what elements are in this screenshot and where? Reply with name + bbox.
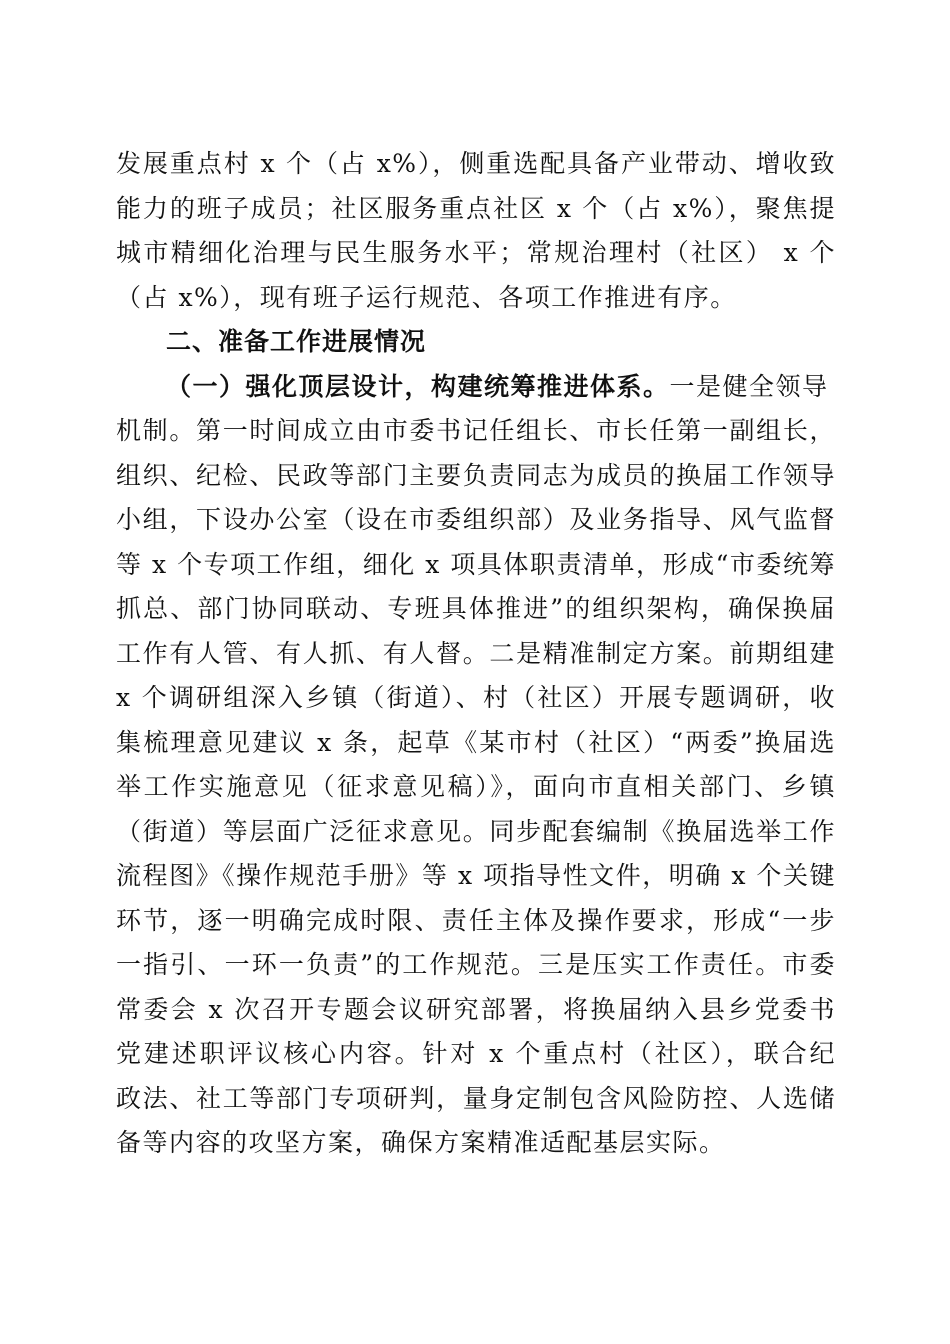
subsection-title: （一）强化顶层设计，构建统筹推进体系。 [166,371,670,401]
paragraph-line: x 个调研组深入乡镇（街道）、村（社区）开展专题调研，收 [116,683,836,712]
paragraph-line: 举工作实施意见（征求意见稿）》，面向市直相关部门、乡镇 [116,772,836,801]
paragraph-line: 政法、社工等部门专项研判，量身定制包含风险防控、人选储 [116,1083,836,1113]
paragraph-line: 环节，逐一明确完成时限、责任主体及操作要求，形成“一步 [116,905,836,935]
paragraph-line: 党建述职评议核心内容。针对 x 个重点村（社区），联合纪 [116,1039,836,1068]
section-heading: 二、准备工作进展情况 [166,327,427,356]
paragraph-line: 机制。第一时间成立由市委书记任组长、市长任第一副组长， [116,416,836,445]
paragraph-line: 工作有人管、有人抓、有人督。二是精准制定方案。前期组建 [116,638,836,668]
subsection-first-line [116,365,836,410]
paragraph-line: 备等内容的攻坚方案，确保方案精准适配基层实际。 [116,1128,726,1157]
paragraph-line: 集梳理意见建议 x 条，起草《某市村（社区）“两委”换届选 [116,727,836,757]
document-body [116,142,836,1166]
paragraph-line: 组织、纪检、民政等部门主要负责同志为成员的换届工作领导 [116,460,836,490]
paragraph-line: 等 x 个专项工作组，细化 x 项具体职责清单，形成“市委统筹 [116,549,836,579]
paragraph-line: 能力的班子成员；社区服务重点社区 x 个（占 x%），聚焦提 [116,193,836,223]
paragraph-line: 小组，下设办公室（设在市委组织部）及业务指导、风气监督 [116,505,836,534]
paragraph-line: 常委会 x 次召开专题会议研究部署，将换届纳入县乡党委书 [116,994,836,1024]
paragraph-line: 发展重点村 x 个（占 x%），侧重选配具备产业带动、增收致 [116,149,836,178]
subsection-first-line-text: 一是健全领导 [669,371,829,401]
paragraph-line: （占 x%），现有班子运行规范、各项工作推进有序。 [116,282,737,312]
paragraph-line: 一指引、一环一负责”的工作规范。三是压实工作责任。市委 [116,950,836,979]
paragraph-line: （街道）等层面广泛征求意见。同步配套编制《换届选举工作 [116,816,836,846]
paragraph-line: 抓总、部门协同联动、专班具体推进”的组织架构，确保换届 [116,594,836,623]
paragraph-line: 流程图》《操作规范手册》等 x 项指导性文件，明确 x 个关键 [116,861,836,890]
paragraph-line: 城市精细化治理与民生服务水平；常规治理村（社区） x 个 [116,238,836,267]
